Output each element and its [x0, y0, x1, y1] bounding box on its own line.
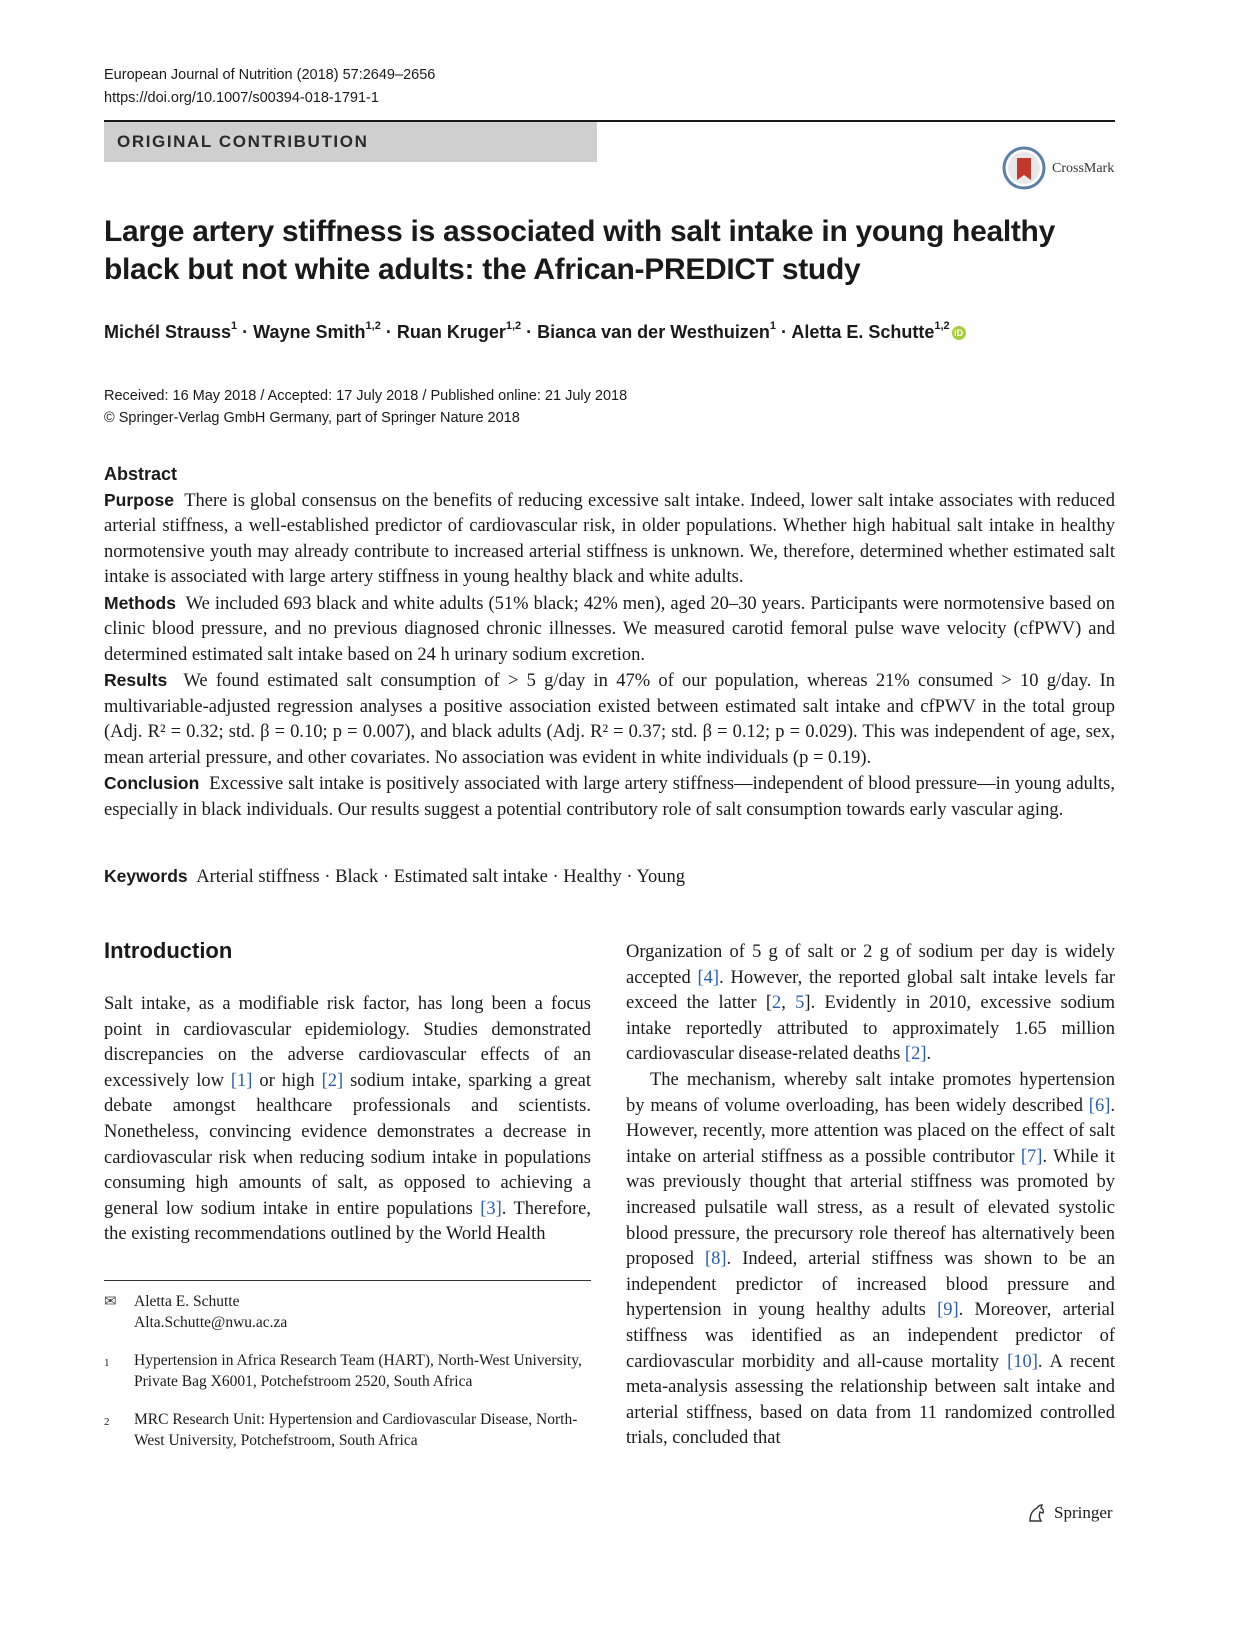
conclusion-text: Excessive salt intake is positively associated with large artery stiffness—independent of blood pressure—in young adults, especially in black individuals. Our results suggest a potential contributory role of salt consumption towards early vascular aging.	[104, 774, 1116, 820]
affiliation-number: 1	[104, 1357, 110, 1369]
citation-link[interactable]: [9]	[937, 1300, 959, 1321]
crossmark-label[interactable]: CrossMark	[1052, 161, 1115, 176]
keywords-label: Keywords	[104, 866, 188, 886]
text-run: . Therefore, the existing recommendations outlined by the World Health	[104, 1198, 591, 1245]
citation-link[interactable]: 2	[772, 993, 782, 1014]
abstract-results	[104, 668, 1115, 771]
affiliation-number: 2	[104, 1416, 110, 1428]
abstract-heading: Abstract	[104, 464, 178, 484]
citation-link[interactable]: [2]	[321, 1070, 344, 1091]
section-label: ORIGINAL CONTRIBUTION	[117, 132, 369, 151]
text-run: Organization of 5 g of salt or 2 g of sodium per day is widely accepted	[626, 942, 1115, 988]
author-name[interactable]: Wayne Smith	[253, 322, 366, 342]
author-name[interactable]: Michél Strauss	[104, 322, 232, 342]
text-run: . Moreover, arterial stiffness was identified as an independent predictor of cardiovascular morbidity and all-cause mortality	[626, 1300, 1115, 1372]
abstract-conclusion	[104, 771, 1115, 823]
footnotes	[104, 1292, 591, 1469]
copyright-line: © Springer-Verlag GmbH Germany, part of Springer Nature 2018	[104, 410, 520, 426]
author-list	[104, 322, 966, 343]
citation-link[interactable]: [1]	[230, 1070, 253, 1091]
corresponding-name: Aletta E. Schutte	[134, 1293, 240, 1310]
text-run: The mechanism, whereby salt intake promotes hypertension by means of volume overloading, has been widely described	[626, 1069, 1115, 1116]
abstract-methods	[104, 591, 1115, 669]
affiliation-text: MRC Research Unit: Hypertension and Cardiovascular Disease, North-West University, Potchefstroom, South Africa	[134, 1411, 578, 1449]
author-affiliation: 1	[769, 320, 776, 332]
publisher-name: Springer	[1054, 1503, 1113, 1522]
crossmark-icon[interactable]	[1002, 146, 1046, 190]
text-run: . A recent meta-analysis assessing the relationship between salt intake and arterial stiffness, based on data from 11 randomized controlled trials, concluded that	[626, 1351, 1116, 1449]
results-label: Results	[104, 670, 168, 690]
article-title	[104, 213, 1115, 289]
citation-link[interactable]: [2]	[904, 1044, 927, 1065]
corresponding-author	[104, 1292, 591, 1333]
methods-label: Methods	[104, 592, 176, 613]
citation-link[interactable]: [7]	[1020, 1146, 1043, 1167]
text-run: or high	[252, 1070, 322, 1091]
footnote-rule	[104, 1280, 591, 1281]
text-run: sodium intake, sparking a great debate amongst healthcare professionals and scientists. Nonetheless, convincing evidence demonstrates a decrease in cardiovascular risk when reducing sodium intake in populations consuming high amounts of salt, as opposed to achieving a general low sodium intake in entire populations	[104, 1070, 591, 1219]
citation-link[interactable]: [10]	[1007, 1351, 1038, 1372]
text-run: ]. Evidently in 2010, excessive sodium intake reportedly attributed to approximately 1.65 million cardiovascular disease-related deaths	[626, 993, 1115, 1065]
intro-paragraph-right-1	[626, 940, 1115, 1068]
results-text: We found estimated salt consumption of > 5 g/day in 47% of our population, whereas 21% consumed > 10 g/day. In multivariable-adjusted regression analyses a positive association existed between estimated salt intake and cfPWV in the total group (Adj. R² = 0.32; std. β = 0.10; p = 0.007), and black adults (Adj. R² = 0.37; std. β = 0.12; p = 0.029). This was independent of age, sex, mean arterial pressure, and other covariates. No association was evident in white individuals (p = 0.19).	[104, 671, 1115, 768]
abstract-purpose	[104, 488, 1115, 591]
text-run: ,	[781, 993, 796, 1014]
text-run: . Indeed, arterial stiffness was shown to be an independent predictor of increased blood pressure and hypertension in young healthy adults	[626, 1249, 1115, 1321]
author-separator: ·	[776, 322, 792, 342]
doi-link[interactable]: https://doi.org/10.1007/s00394-018-1791-1	[104, 90, 379, 106]
citation-link[interactable]: [3]	[480, 1198, 502, 1219]
title-line-2: black but not white adults: the African-PREDICT study	[104, 253, 861, 286]
corresponding-email[interactable]: Alta.Schutte@nwu.ac.za	[134, 1313, 288, 1331]
intro-paragraph-right-2	[626, 1068, 1115, 1452]
citation-link[interactable]: [4]	[697, 967, 720, 988]
citation-link[interactable]: 5	[795, 993, 805, 1014]
text-run: . However, recently, more attention was placed on the effect of salt intake on arterial stiffness as a possible contributor	[626, 1095, 1115, 1167]
affiliation-1	[104, 1351, 591, 1392]
publication-dates	[104, 385, 627, 429]
journal-citation: European Journal of Nutrition (2018) 57:2649–2656	[104, 67, 436, 83]
publisher-footer	[1026, 1502, 1113, 1524]
envelope-icon: ✉	[104, 1294, 117, 1310]
abstract	[104, 462, 1115, 823]
keywords-text: Arterial stiffness · Black · Estimated salt intake · Healthy · Young	[196, 867, 686, 887]
text-run: Salt intake, as a modifiable risk factor, has long been a focus point in cardiovascular epidemiology. Studies demonstrated discrepancies on the adverse cardiovascular effects of an excessively low	[104, 994, 591, 1091]
date-line: Received: 16 May 2018 / Accepted: 17 July 2018 / Published online: 21 July 2018	[104, 388, 628, 404]
section-heading-introduction: Introduction	[104, 938, 233, 963]
purpose-text: There is global consensus on the benefits of reducing excessive salt intake. Indeed, lower salt intake associates with reduced arterial stiffness, a well-established predictor of cardiovascular risk, in older populations. Whether high habitual salt intake in healthy normotensive youth may already contribute to increased arterial stiffness is unknown. We, therefore, determined whether estimated salt intake is associated with large artery stiffness in young healthy black and white adults.	[104, 490, 1116, 587]
author-name[interactable]: Aletta E. Schutte	[791, 322, 935, 342]
author-separator: ·	[521, 322, 538, 342]
text-run: . While it was previously thought that arterial stiffness was promoted by increased pulsatile wall stress, as a result of elevated systolic blood pressure, the precursory role thereof has alternatively been proposed	[626, 1146, 1115, 1270]
intro-right-column	[626, 940, 1115, 1452]
author-affiliation: 1,2	[365, 320, 381, 332]
author-separator: ·	[237, 322, 254, 342]
orcid-icon[interactable]: iD	[952, 326, 966, 340]
citation-link[interactable]: [8]	[704, 1249, 727, 1270]
conclusion-label: Conclusion	[104, 773, 200, 793]
author-name[interactable]: Ruan Kruger	[396, 322, 506, 342]
author-name[interactable]: Bianca van der Westhuizen	[537, 322, 770, 342]
methods-text: We included 693 black and white adults (51% black; 42% men), aged 20–30 years. Participants were normotensive based on clinic blood pressure, and no previous diagnosed chronic illnesses. We measured carotid femoral pulse wave velocity (cfPWV) and determined estimated salt intake based on 24 h urinary sodium excretion.	[104, 593, 1116, 665]
text-run: .	[926, 1044, 932, 1065]
journal-info	[104, 64, 435, 110]
purpose-label: Purpose	[104, 489, 175, 510]
affiliation-text: Hypertension in Africa Research Team (HART), North-West University, Private Bag X6001, Potchefstroom 2520, South Africa	[134, 1352, 582, 1390]
citation-link[interactable]: [6]	[1088, 1095, 1111, 1116]
title-line-1: Large artery stiffness is associated with salt intake in young healthy	[104, 215, 1055, 248]
keywords	[104, 866, 685, 888]
author-affiliation: 1,2	[934, 320, 950, 332]
affiliation-2	[104, 1410, 591, 1451]
author-affiliation: 1,2	[505, 320, 522, 332]
text-run: . However, the reported global salt intake levels far exceed the latter [	[626, 967, 1115, 1014]
author-affiliation: 1	[231, 320, 238, 332]
springer-horse-icon	[1026, 1502, 1048, 1524]
intro-paragraph-left	[104, 992, 591, 1248]
author-separator: ·	[380, 322, 397, 342]
